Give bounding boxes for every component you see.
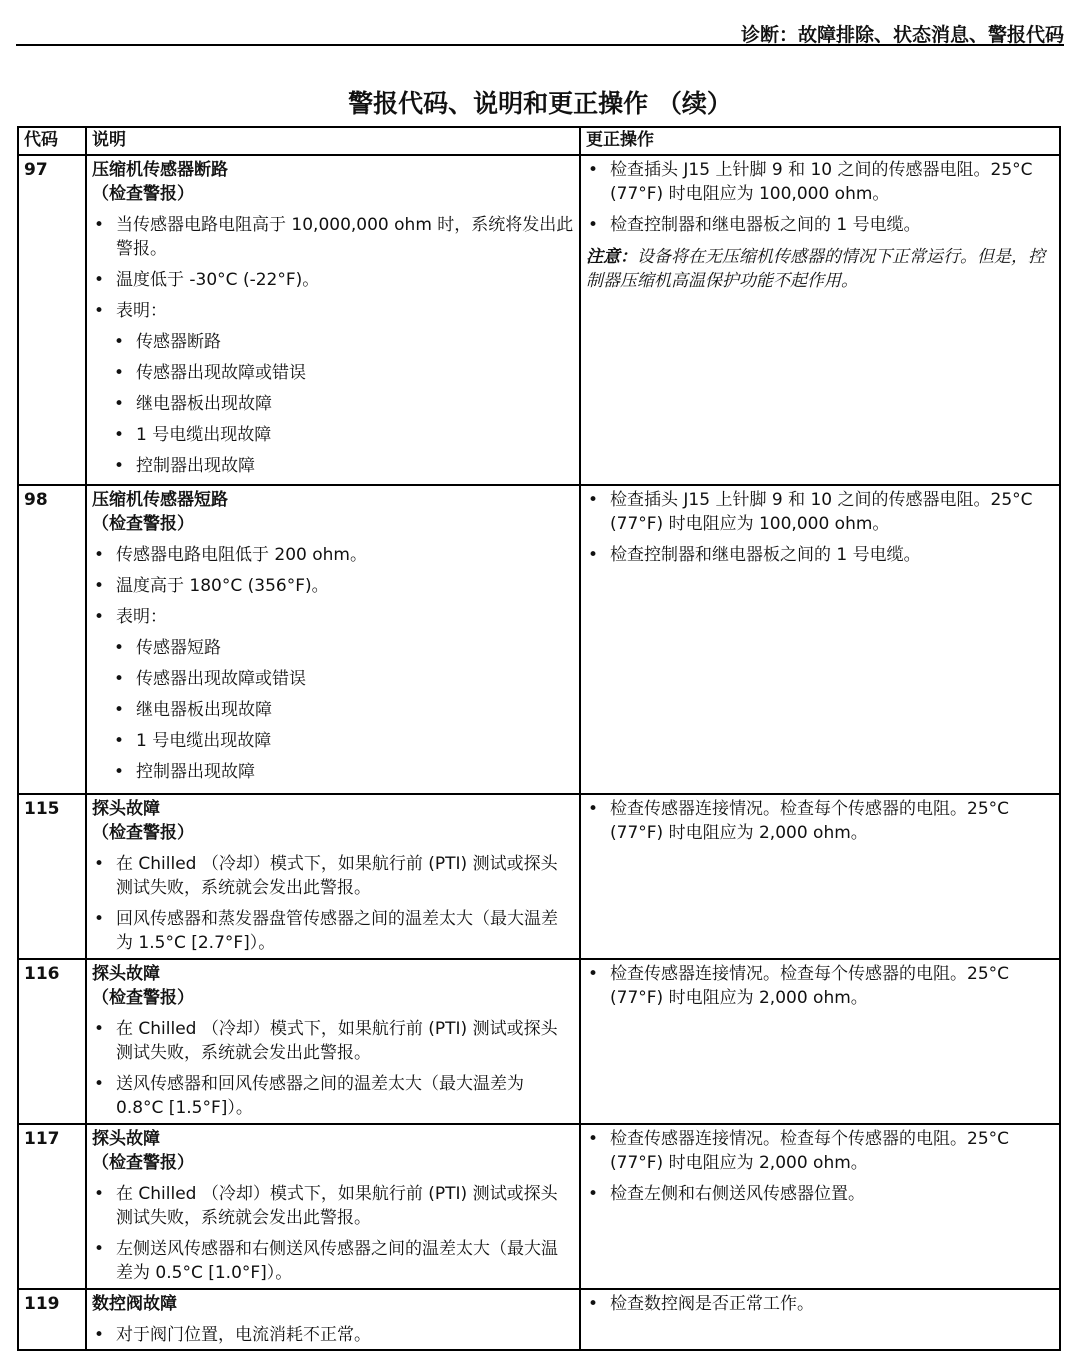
list-item: • 检查控制器和继电器板之间的 1 号电缆。: [586, 543, 1054, 567]
list-item: • 传感器出现故障或错误: [92, 667, 574, 691]
table-row: [18, 485, 1060, 794]
alarm-title: 压缩机传感器短路: [92, 490, 228, 510]
alarm-type: （检查警报）: [92, 823, 194, 843]
list-item: • 对于阀门位置，电流消耗不正常。: [92, 1323, 574, 1347]
list-item: • 传感器出现故障或错误: [92, 361, 574, 385]
list-item: • 表明：: [92, 605, 574, 629]
description-list: [92, 1017, 574, 1120]
alarm-code: 116: [24, 964, 60, 984]
list-item: • 检查传感器连接情况。检查每个传感器的电阻。25°C (77°F) 时电阻应为 2,000 ohm。: [586, 962, 1054, 1010]
list-item: • 表明：: [92, 299, 574, 323]
action-list: [586, 158, 1054, 237]
alarm-code-cell: [18, 155, 86, 485]
list-item: • 检查数控阀是否正常工作。: [586, 1292, 1054, 1316]
list-item: • 检查左侧和右侧送风传感器位置。: [586, 1182, 1054, 1206]
list-item: • 传感器短路: [92, 636, 574, 660]
list-item: • 检查插头 J15 上针脚 9 和 10 之间的传感器电阻。25°C (77°F) 时电阻应为 100,000 ohm。: [586, 158, 1054, 206]
note: [586, 245, 1054, 293]
corrective-action-cell: [580, 1124, 1060, 1289]
action-list: [586, 1127, 1054, 1206]
list-item: • 检查传感器连接情况。检查每个传感器的电阻。25°C (77°F) 时电阻应为 2,000 ohm。: [586, 1127, 1054, 1175]
alarm-code-cell: [18, 794, 86, 959]
corrective-action-cell: [580, 959, 1060, 1124]
list-item: • 当传感器电路电阻高于 10,000,000 ohm 时，系统将发出此警报。: [92, 213, 574, 261]
alarm-code-cell: [18, 1124, 86, 1289]
table-row: [18, 155, 1060, 485]
alarm-title: 探头故障: [92, 1129, 160, 1149]
table-row: [18, 1289, 1060, 1350]
table-row: [18, 959, 1060, 1124]
list-item: • 检查传感器连接情况。检查每个传感器的电阻。25°C (77°F) 时电阻应为 2,000 ohm。: [586, 797, 1054, 845]
list-item: • 回风传感器和蒸发器盘管传感器之间的温差太大（最大温差为 1.5°C [2.7°F]）。: [92, 907, 574, 955]
alarm-code-cell: [18, 1289, 86, 1350]
list-item: • 传感器电路电阻低于 200 ohm。: [92, 543, 574, 567]
note-label: 注意：: [586, 247, 637, 267]
description-cell: [86, 959, 580, 1124]
alarm-code: 117: [24, 1129, 60, 1149]
list-item: • 温度低于 -30°C (-22°F)。: [92, 268, 574, 292]
alarm-title: 压缩机传感器断路: [92, 160, 228, 180]
description-list: [92, 543, 574, 784]
alarm-code-cell: [18, 485, 86, 794]
action-list: [586, 488, 1054, 567]
description-cell: [86, 794, 580, 959]
list-item: • 1 号电缆出现故障: [92, 729, 574, 753]
list-item: • 送风传感器和回风传感器之间的温差太大（最大温差为 0.8°C [1.5°F]）。: [92, 1072, 574, 1120]
list-item: • 左侧送风传感器和右侧送风传感器之间的温差太大（最大温差为 0.5°C [1.0°F]）。: [92, 1237, 574, 1285]
alarm-code-table: [17, 126, 1061, 1351]
alarm-type: （检查警报）: [92, 988, 194, 1008]
table-row: [18, 794, 1060, 959]
action-list: [586, 1292, 1054, 1316]
list-item: • 继电器板出现故障: [92, 698, 574, 722]
header-corrective-action: 更正操作: [580, 127, 1060, 155]
corrective-action-cell: [580, 794, 1060, 959]
alarm-title: 探头故障: [92, 964, 160, 984]
list-item: • 控制器出现故障: [92, 760, 574, 784]
description-cell: [86, 155, 580, 485]
note-text: 设备将在无压缩机传感器的情况下正常运行。但是，控制器压缩机高温保护功能不起作用。: [586, 247, 1045, 291]
description-list: [92, 213, 574, 478]
description-list: [92, 1182, 574, 1285]
page-title: 警报代码、说明和更正操作 （续）: [348, 89, 732, 118]
list-item: • 在 Chilled （冷却）模式下，如果航行前 (PTI) 测试或探头测试失败，系统就会发出此警报。: [92, 852, 574, 900]
description-cell: [86, 1124, 580, 1289]
corrective-action-cell: [580, 155, 1060, 485]
table-body: [18, 155, 1060, 1350]
running-header: 诊断：故障排除、状态消息、警报代码: [740, 24, 1064, 46]
list-item: • 在 Chilled （冷却）模式下，如果航行前 (PTI) 测试或探头测试失败，系统就会发出此警报。: [92, 1017, 574, 1065]
description-list: [92, 1323, 574, 1347]
description-cell: [86, 1289, 580, 1350]
alarm-code-cell: [18, 959, 86, 1124]
corrective-action-cell: [580, 1289, 1060, 1350]
list-item: • 1 号电缆出现故障: [92, 423, 574, 447]
alarm-code: 119: [24, 1294, 60, 1314]
alarm-title: 探头故障: [92, 799, 160, 819]
list-item: • 检查插头 J15 上针脚 9 和 10 之间的传感器电阻。25°C (77°F) 时电阻应为 100,000 ohm。: [586, 488, 1054, 536]
action-list: [586, 962, 1054, 1010]
list-item: • 检查控制器和继电器板之间的 1 号电缆。: [586, 213, 1054, 237]
alarm-title: 数控阀故障: [92, 1294, 177, 1314]
description-list: [92, 852, 574, 955]
alarm-type: （检查警报）: [92, 184, 194, 204]
description-cell: [86, 485, 580, 794]
alarm-code: 115: [24, 799, 60, 819]
alarm-type: （检查警报）: [92, 1153, 194, 1173]
list-item: • 继电器板出现故障: [92, 392, 574, 416]
list-item: • 传感器断路: [92, 330, 574, 354]
alarm-type: （检查警报）: [92, 514, 194, 534]
header-code: 代码: [18, 127, 86, 155]
table-header-row: [18, 127, 1060, 155]
header-description: 说明: [86, 127, 580, 155]
table-row: [18, 1124, 1060, 1289]
list-item: • 控制器出现故障: [92, 454, 574, 478]
list-item: • 温度高于 180°C (356°F)。: [92, 574, 574, 598]
header-rule: [16, 44, 1064, 46]
alarm-code: 97: [24, 160, 48, 180]
action-list: [586, 797, 1054, 845]
alarm-code: 98: [24, 490, 48, 510]
list-item: • 在 Chilled （冷却）模式下，如果航行前 (PTI) 测试或探头测试失败，系统就会发出此警报。: [92, 1182, 574, 1230]
corrective-action-cell: [580, 485, 1060, 794]
